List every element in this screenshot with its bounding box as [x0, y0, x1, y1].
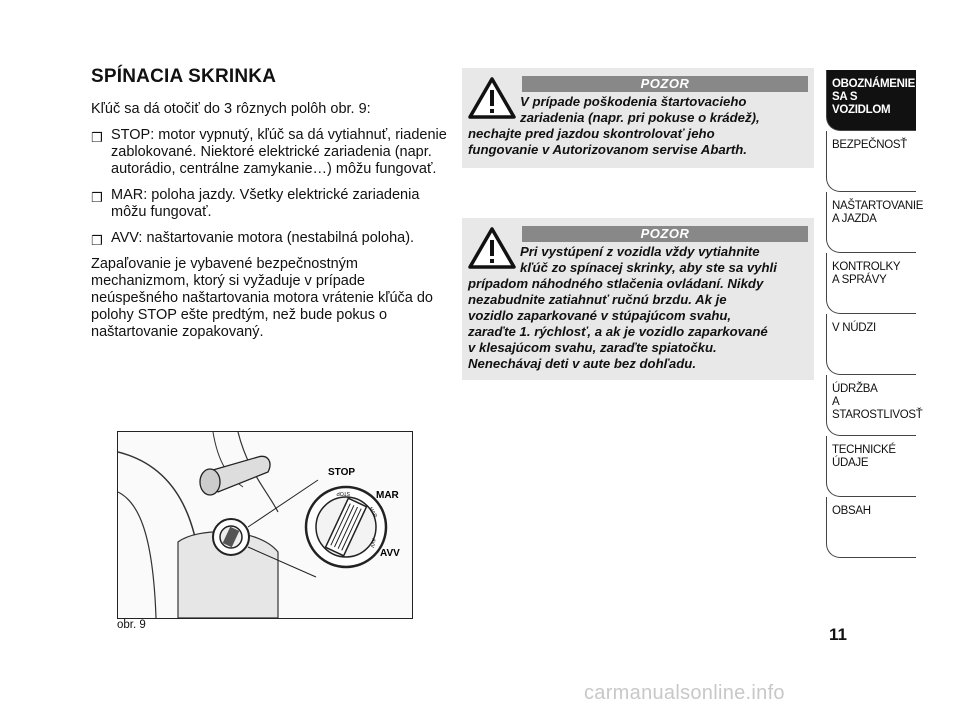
- stop-mark: STOP: [336, 490, 350, 496]
- warning-box: [462, 218, 814, 380]
- tab-v-nudzi[interactable]: V NÚDZI: [826, 314, 916, 375]
- checkbox-bullet-icon: ❒: [91, 130, 103, 145]
- checkbox-bullet-icon: ❒: [91, 190, 103, 205]
- ignition-illustration: [118, 432, 412, 618]
- tab-oboznamenie[interactable]: OBOZNÁMENIE SA S VOZIDLOM: [826, 70, 916, 131]
- body-text: [91, 101, 451, 350]
- bullet-item: [91, 230, 451, 247]
- warning-label: POZOR: [522, 226, 808, 242]
- bullet-text: MAR: poloha jazdy. Všetky elektrické zariadenia môžu fungovať.: [111, 187, 420, 220]
- tab-technicke[interactable]: TECHNICKÉ ÚDAJE: [826, 436, 916, 497]
- figure-caption: obr. 9: [117, 619, 146, 631]
- tab-nastartovanie[interactable]: NAŠTARTOVANIE A JAZDA: [826, 192, 916, 253]
- page-title: SPÍNACIA SKRINKA: [91, 66, 277, 87]
- avv-mark: AVV: [368, 537, 377, 549]
- bullet-text: STOP: motor vypnutý, kľúč sa dá vytiahnuť, riadenie zablokované. Niektoré elektrické zariadenia (napr. autorádio, centrálne zamykanie…) môžu fungovať.: [111, 127, 447, 177]
- page-number: 11: [829, 625, 847, 644]
- bullet-text: AVV: naštartovanie motora (nestabilná poloha).: [111, 230, 415, 246]
- tab-obsah[interactable]: OBSAH: [826, 497, 916, 558]
- warning-text: Pri vystúpení z vozidla vždy vytiahnite kľúč zo spínacej skrinky, aby ste sa vyhli prípadom náhodného stlačenia ovládaní. Nikdy nezabudnite zatiahnuť ručnú brzdu. Ak je vozidlo zaparkované v stúpajúcom svahu, zaraďte 1. rýchlosť, a ak je vozidlo zaparkované v klesajúcom svahu, zaraďte spiatočku. Nenechávaj deti v aute bez dohľadu.: [468, 244, 777, 371]
- watermark: carmanualsonline.info: [584, 682, 785, 704]
- warning-text: V prípade poškodenia štartovacieho zariadenia (napr. pri pokuse o krádež), nechajte pred jazdou skontrolovať jeho fungovanie v Autorizovanom servise Abarth.: [468, 94, 760, 157]
- ignition-figure: [117, 431, 413, 619]
- chapter-tabs: [826, 70, 924, 558]
- avv-label: AVV: [380, 548, 400, 559]
- intro-text: Kľúč sa dá otočiť do 3 rôznych polôh obr. 9:: [91, 101, 371, 117]
- mar-label: MAR: [376, 490, 399, 501]
- bullet-item: [91, 127, 451, 178]
- tab-kontrolky[interactable]: KONTROLKY A SPRÁVY: [826, 253, 916, 314]
- checkbox-bullet-icon: ❒: [91, 233, 103, 248]
- warning-label: POZOR: [522, 76, 808, 92]
- mar-mark: MAR: [367, 506, 379, 519]
- bullet-item: [91, 187, 451, 221]
- tab-bezpecnost[interactable]: BEZPEČNOSŤ: [826, 131, 916, 192]
- safety-paragraph: Zapaľovanie je vybavené bezpečnostným mechanizmom, ktorý si vyžaduje v prípade neúspešného naštartovania motora vrátenie kľúča do polohy STOP ešte predtým, než bude pokus o naštartovanie zopakovaný.: [91, 256, 433, 340]
- stop-label: STOP: [328, 467, 356, 478]
- tab-udrzba[interactable]: ÚDRŽBA A STAROSTLIVOSŤ: [826, 375, 916, 436]
- warning-box: [462, 68, 814, 168]
